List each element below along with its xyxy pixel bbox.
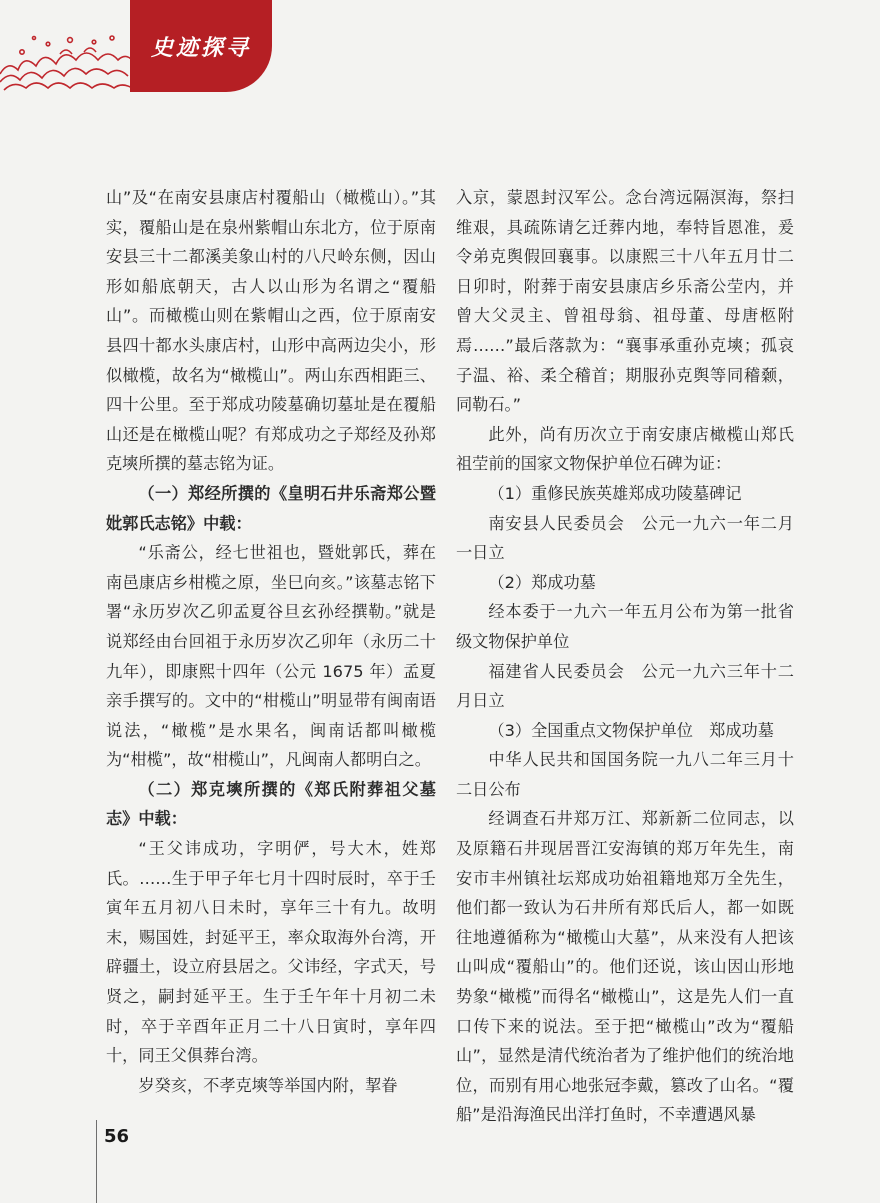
section-title: 史迹探寻 [150, 34, 251, 61]
right-paragraph: 入京，蒙恩封汉军公。念台湾远隔溟海，祭扫维艰，具疏陈请乞迁葬内地，奉特旨恩准，爰令弟克舆假回襄事。以康熙三十八年五月廿二日卯时，附葬于南安县康店乡乐斋公茔内，并曾大父灵主、曾祖母翁、祖母董、母唐柩附焉……”最后落款为：“襄事承重孙克塽；孤哀子温、裕、柔仝稽首；期服孙克舆等同稽颡，同勒石。” [456, 188, 794, 415]
header-band [0, 0, 272, 92]
right-paragraph: 经调查石井郑万江、郑新新二位同志，以及原籍石井现居晋江安海镇的郑万年先生，南安市丰州镇社坛郑成功始祖籍地郑万全先生，他们都一致认为石井所有郑氏后人，都一如既往地遵循称为“橄榄山大墓”，从来没有人把该山叫成“覆船山”的。他们还说，该山因山形地势象“橄榄”而得名“橄榄山”，这是先人们一直口传下来的说法。至于把“橄榄山”改为“覆船山”，显然是清代统治者为了维护他们的统治地位，而别有用心地张冠李戴，篡改了山名。“覆船”是沿海渔民出洋打鱼时，不幸遭遇风暴 [456, 809, 794, 1125]
page-number-rule [96, 1120, 97, 1203]
right-paragraph: 南安县人民委员会 公元一九六一年二月一日立 [456, 513, 794, 563]
right-paragraph: （2）郑成功墓 [488, 572, 596, 592]
wave-pattern-icon [0, 30, 140, 92]
right-paragraph: 中华人民共和国国务院一九八二年三月十二日公布 [456, 750, 794, 799]
left-paragraph: 岁癸亥，不孝克塽等举国内附，挈眷 [138, 1075, 398, 1095]
right-paragraph: 福建省人民委员会 公元一九六三年十二月日立 [456, 661, 794, 711]
right-paragraph: 经本委于一九六一年五月公布为第一批省级文物保护单位 [456, 602, 794, 651]
right-paragraph: 此外，尚有历次立于南安康店橄榄山郑氏祖茔前的国家文物保护单位石碑为证： [456, 424, 794, 474]
left-text-column [106, 183, 436, 1100]
left-subheading: （一）郑经所撰的《皇明石井乐斋郑公暨妣郭氏志铭》中载： [106, 483, 436, 533]
right-text-column [456, 183, 794, 1130]
left-paragraph: “王父讳成功，字明俨，号大木，姓郑氏。……生于甲子年七月十四时辰时，卒于壬寅年五月初八日未时，享年三十有九。故明末，赐国姓，封延平王，率众取海外台湾，开辟疆土，设立府县居之。父讳经，字式天，号贤之，嗣封延平王。生于壬午年十月初二未时，卒于辛酉年正月二十八日寅时，享年四十，同王父俱葬台湾。 [106, 839, 436, 1066]
left-paragraph: “乐斋公，经七世祖也，暨妣郭氏，葬在南邑康店乡柑榄之原，坐巳向亥。”该墓志铭下署“永历岁次乙卯孟夏谷旦玄孙经撰勒。”就是说郑经由台回祖于永历岁次乙卯年（永历二十九年），即康熙十四年（公元 1675 年）孟夏亲手撰写的。文中的“柑榄山”明显带有闽南语说法，“橄榄”是水果名，闽南话都叫橄榄为“柑榄”，故“柑榄山”，凡闽南人都明白之。 [106, 543, 436, 770]
page-number: 56 [104, 1126, 130, 1147]
left-subheading: （二）郑克塽所撰的《郑氏附葬祖父墓志》中载： [106, 779, 436, 829]
section-tab [130, 0, 272, 92]
left-paragraph: 山”及“在南安县康店村覆船山（橄榄山）。”其实，覆船山是在泉州紫帽山东北方，位于原南安县三十二都溪美象山村的八尺岭东侧，因山形如船底朝天，古人以山形为名谓之“覆船山”。而橄榄山则在紫帽山之西，位于原南安县四十都水头康店村，山形中高两边尖小，形似橄榄，故名为“橄榄山”。两山东西相距三、四十公里。至于郑成功陵墓确切墓址是在覆船山还是在橄榄山呢？有郑成功之子郑经及孙郑克塽所撰的墓志铭为证。 [106, 188, 436, 474]
right-paragraph: （1）重修民族英雄郑成功陵墓碑记 [488, 483, 742, 503]
right-paragraph: （3）全国重点文物保护单位 郑成功墓 [488, 720, 774, 740]
